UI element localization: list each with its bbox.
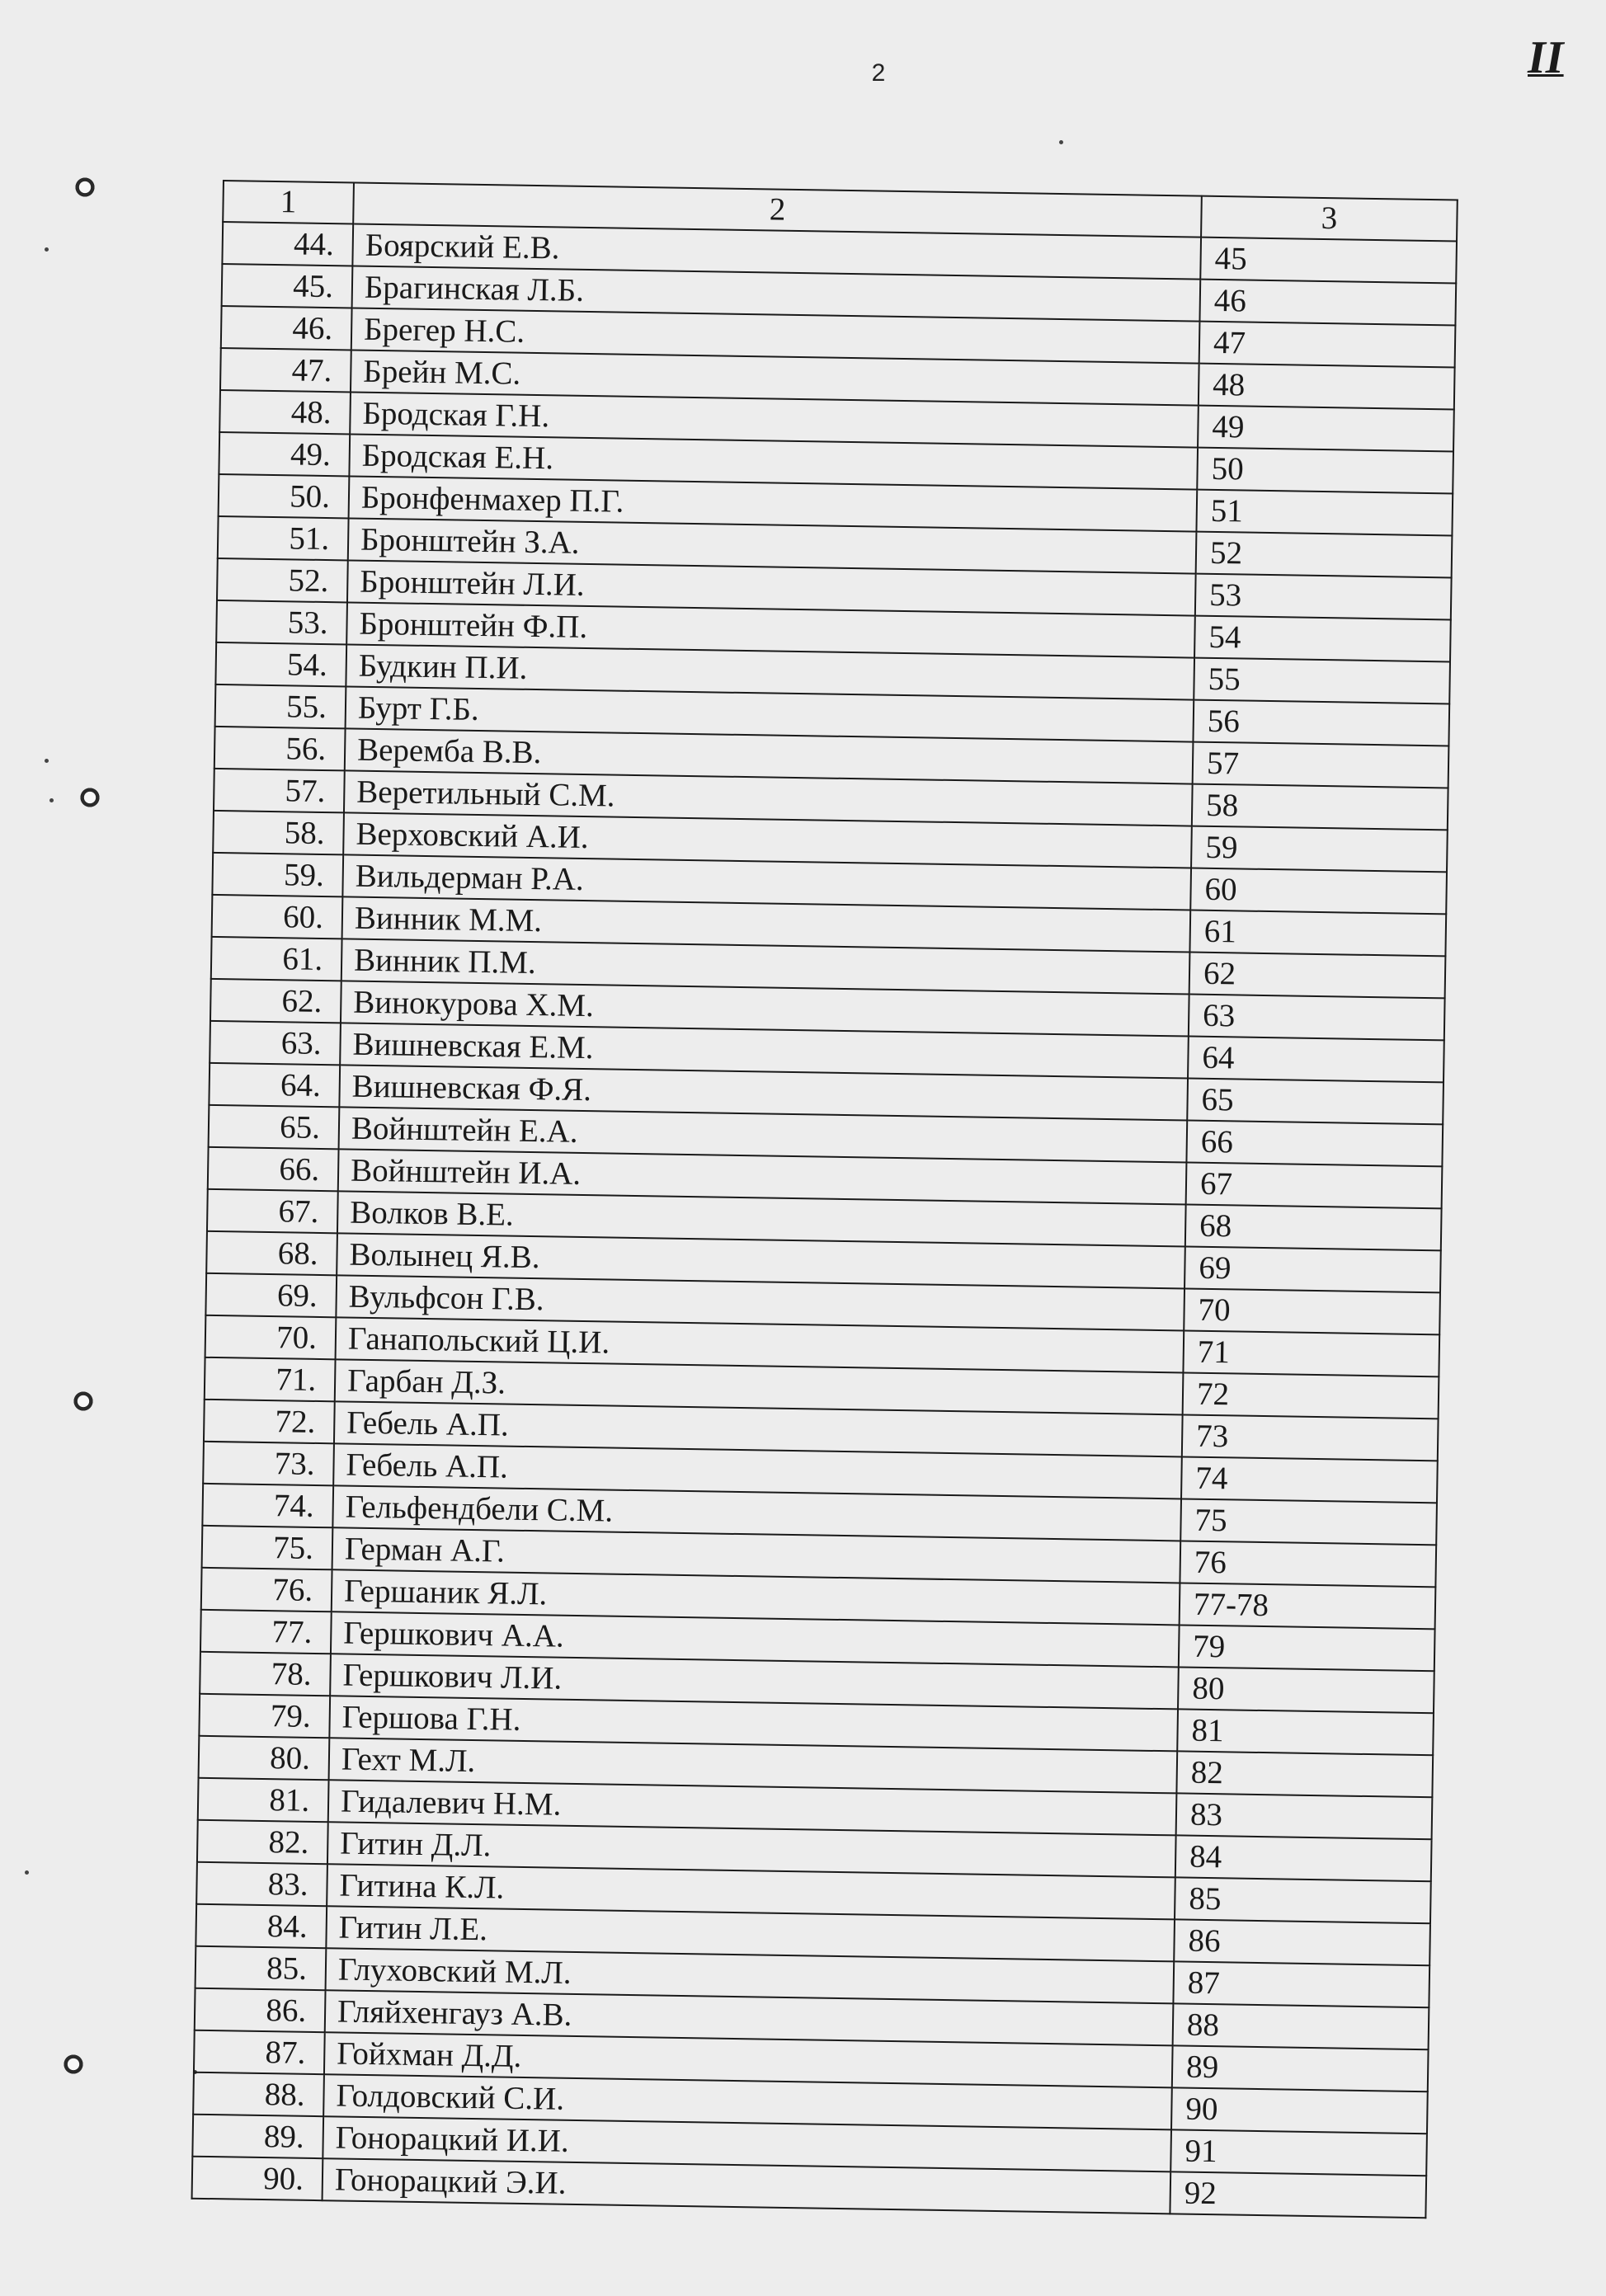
page-reference: 90 — [1171, 2087, 1428, 2134]
row-number: 88. — [193, 2073, 324, 2116]
column-header-number: 1 — [223, 181, 354, 223]
person-name: Гельфендбели С.М. — [332, 1485, 1181, 1541]
person-name: Веремба В.В. — [345, 728, 1194, 783]
page-reference: 64 — [1188, 1037, 1444, 1083]
row-number: 69. — [205, 1273, 337, 1317]
row-number: 46. — [221, 306, 352, 350]
person-name: Гебель А.П. — [334, 1401, 1183, 1456]
row-number: 85. — [195, 1946, 327, 1990]
row-number: 54. — [215, 642, 346, 686]
page-reference: 53 — [1195, 574, 1452, 620]
row-number: 70. — [205, 1315, 337, 1359]
person-name: Бронштейн Ф.П. — [346, 602, 1195, 657]
sheet-mark: II — [1528, 32, 1564, 83]
row-number: 78. — [200, 1652, 331, 1696]
row-number: 61. — [211, 937, 342, 981]
page-reference: 79 — [1179, 1625, 1435, 1671]
punch-hole — [73, 1390, 94, 1412]
person-name: Гитин Д.Л. — [327, 1822, 1176, 1877]
person-name: Гершаник Я.Л. — [332, 1569, 1180, 1625]
person-name: Гидалевич Н.М. — [328, 1780, 1177, 1835]
page-reference: 59 — [1191, 826, 1448, 873]
punch-hole — [63, 2054, 84, 2075]
row-number: 74. — [202, 1484, 333, 1527]
page-reference: 54 — [1194, 616, 1451, 662]
person-name: Брейн М.С. — [351, 350, 1199, 405]
page-reference: 46 — [1199, 280, 1456, 326]
row-number: 52. — [217, 558, 348, 602]
person-name: Веретильный С.М. — [344, 770, 1193, 826]
person-name: Бронфенмахер П.Г. — [349, 476, 1198, 531]
page-reference: 49 — [1198, 406, 1454, 452]
row-number: 86. — [195, 1988, 326, 2032]
person-name: Глуховский М.Л. — [326, 1948, 1175, 2003]
page-reference: 52 — [1196, 532, 1453, 578]
person-name: Винник П.М. — [341, 939, 1190, 994]
person-name: Голдовский С.И. — [323, 2074, 1172, 2129]
person-name: Вишневская Е.М. — [340, 1023, 1189, 1078]
person-name: Гершкович А.А. — [331, 1611, 1180, 1667]
page-reference: 56 — [1193, 700, 1449, 746]
punch-hole — [79, 787, 101, 808]
person-name: Брегер Н.С. — [351, 308, 1200, 363]
row-number: 53. — [216, 600, 347, 644]
row-number: 56. — [214, 727, 346, 770]
page-reference: 58 — [1192, 784, 1448, 830]
paper-speck — [45, 759, 49, 763]
table-body — [192, 222, 1457, 2218]
name-index-table — [191, 180, 1458, 2218]
person-name: Винокурова Х.М. — [341, 981, 1189, 1036]
page-reference: 66 — [1186, 1121, 1443, 1167]
column-header-page: 3 — [1201, 196, 1458, 242]
page-reference: 72 — [1183, 1372, 1439, 1419]
page-reference: 84 — [1175, 1835, 1432, 1881]
person-name: Гитин Л.Е. — [326, 1906, 1175, 1961]
punch-hole — [74, 176, 96, 198]
page-reference: 88 — [1173, 2003, 1429, 2049]
paper-speck — [45, 247, 49, 252]
person-name: Вильдерман Р.А. — [342, 854, 1191, 910]
row-number: 83. — [196, 1862, 327, 1906]
person-name: Ганапольский Ц.И. — [336, 1317, 1184, 1372]
person-name: Верховский А.И. — [343, 812, 1192, 868]
page-reference: 69 — [1184, 1246, 1441, 1292]
person-name: Бурт Г.Б. — [346, 686, 1194, 741]
page-reference: 85 — [1175, 1877, 1431, 1923]
paper-speck — [25, 1870, 29, 1875]
page-reference: 89 — [1172, 2045, 1429, 2091]
row-number: 77. — [200, 1610, 332, 1654]
page-reference: 63 — [1189, 995, 1445, 1041]
row-number: 90. — [192, 2157, 323, 2200]
page-reference: 67 — [1186, 1162, 1443, 1208]
page-reference: 61 — [1189, 910, 1446, 957]
person-name: Гарбан Д.З. — [335, 1359, 1184, 1414]
row-number: 81. — [198, 1778, 329, 1822]
person-name: Гершкович Л.И. — [330, 1654, 1179, 1709]
row-number: 68. — [206, 1231, 337, 1275]
person-name: Бронштейн З.А. — [348, 518, 1197, 573]
paper-speck — [49, 798, 54, 802]
person-name: Гитина К.Л. — [327, 1864, 1175, 1919]
person-name: Вульфсон Г.В. — [336, 1275, 1184, 1330]
page-reference: 47 — [1199, 322, 1456, 368]
person-name: Бродская Г.Н. — [350, 392, 1199, 447]
person-name: Гершова Г.Н. — [329, 1696, 1178, 1751]
row-number: 60. — [212, 895, 343, 939]
row-number: 57. — [214, 769, 345, 812]
page-reference: 91 — [1170, 2129, 1427, 2176]
page-reference: 87 — [1173, 1961, 1429, 2007]
person-name: Будкин П.И. — [346, 644, 1194, 699]
page-reference: 73 — [1182, 1414, 1439, 1461]
page-reference: 62 — [1189, 953, 1446, 999]
person-name: Волынец Я.В. — [337, 1233, 1185, 1288]
person-name: Брагинская Л.Б. — [352, 266, 1201, 321]
person-name: Гляйхенгауз А.В. — [325, 1990, 1174, 2045]
page-reference: 68 — [1185, 1204, 1442, 1250]
page-reference: 60 — [1190, 868, 1447, 915]
row-number: 49. — [219, 432, 350, 476]
person-name: Гебель А.П. — [333, 1443, 1182, 1499]
page-reference: 50 — [1197, 448, 1453, 494]
row-number: 66. — [208, 1147, 339, 1191]
page-reference: 45 — [1200, 238, 1457, 284]
row-number: 87. — [194, 2030, 325, 2074]
page-reference: 82 — [1176, 1751, 1433, 1797]
person-name: Боярский Е.В. — [352, 223, 1201, 279]
page-reference: 80 — [1178, 1667, 1434, 1713]
row-number: 64. — [209, 1063, 340, 1107]
row-number: 62. — [210, 979, 341, 1023]
row-number: 44. — [222, 222, 353, 266]
row-number: 59. — [212, 853, 343, 896]
row-number: 67. — [207, 1189, 338, 1233]
paper-speck — [1059, 140, 1063, 144]
page-reference: 57 — [1193, 742, 1449, 788]
person-name: Винник М.М. — [342, 896, 1191, 952]
row-number: 72. — [204, 1400, 335, 1443]
column-header-name: 2 — [353, 182, 1202, 237]
page-reference: 51 — [1196, 490, 1453, 536]
page-reference: 48 — [1199, 364, 1455, 410]
page-reference: 71 — [1183, 1330, 1439, 1376]
person-name: Вишневская Ф.Я. — [339, 1065, 1188, 1120]
row-number: 55. — [215, 685, 346, 728]
person-name: Бродская Е.Н. — [349, 434, 1198, 489]
row-number: 50. — [219, 474, 350, 518]
page-reference: 92 — [1170, 2171, 1426, 2218]
person-name: Гехт М.Л. — [329, 1738, 1178, 1793]
person-name: Герман А.Г. — [332, 1527, 1181, 1583]
page-number: 2 — [871, 59, 886, 87]
page-reference: 76 — [1180, 1541, 1436, 1587]
row-number: 84. — [195, 1904, 327, 1948]
person-name: Бронштейн Л.И. — [347, 560, 1196, 615]
person-name: Войнштейн И.А. — [338, 1149, 1187, 1204]
page-reference: 75 — [1180, 1499, 1437, 1545]
row-number: 80. — [199, 1736, 330, 1780]
row-number: 89. — [192, 2115, 323, 2158]
row-number: 79. — [199, 1694, 330, 1738]
row-number: 65. — [209, 1105, 340, 1149]
page-reference: 83 — [1176, 1793, 1433, 1839]
row-number: 82. — [197, 1820, 328, 1864]
row-number: 76. — [201, 1568, 332, 1611]
row-number: 63. — [210, 1021, 341, 1065]
page-reference: 86 — [1174, 1919, 1430, 1965]
person-name: Гойхман Д.Д. — [324, 2032, 1173, 2087]
page-reference: 77-78 — [1180, 1583, 1436, 1629]
person-name: Войнштейн Е.А. — [339, 1107, 1188, 1162]
row-number: 48. — [219, 390, 351, 434]
row-number: 47. — [220, 348, 351, 392]
person-name: Волков В.Е. — [337, 1191, 1186, 1246]
person-name: Гонорацкий Э.И. — [323, 2158, 1171, 2214]
page-reference: 74 — [1181, 1456, 1438, 1503]
page-reference: 81 — [1177, 1709, 1434, 1755]
row-number: 71. — [205, 1357, 336, 1401]
row-number: 75. — [202, 1526, 333, 1569]
row-number: 51. — [218, 516, 349, 560]
row-number: 73. — [203, 1442, 334, 1485]
page-reference: 65 — [1187, 1079, 1444, 1125]
row-number: 58. — [213, 811, 344, 854]
row-number: 45. — [222, 264, 353, 308]
page-reference: 55 — [1194, 658, 1450, 704]
person-name: Гонорацкий И.И. — [323, 2116, 1171, 2171]
page-reference: 70 — [1184, 1288, 1440, 1334]
